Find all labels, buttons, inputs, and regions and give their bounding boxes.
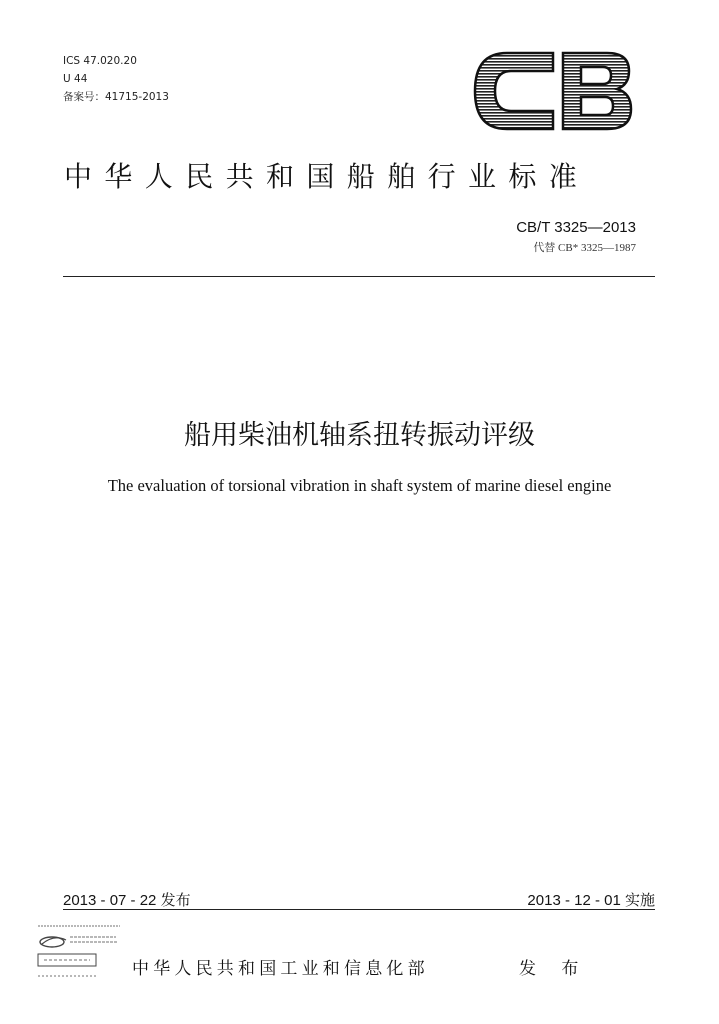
- publish-label: 发 布: [519, 959, 589, 979]
- logo-text: CB: [555, 98, 558, 100]
- issue-date: 2013 - 07 - 22 发布: [63, 892, 191, 909]
- publisher-stamp-icon: [36, 920, 126, 984]
- standard-number: CB/T 3325—2013: [516, 219, 636, 236]
- classification-code: U 44: [63, 73, 88, 85]
- industry-standard-title: 中华人民共和国船舶行业标准: [64, 160, 590, 193]
- ics-code: ICS 47.020.20: [63, 55, 137, 67]
- header-divider: [63, 276, 655, 277]
- english-title: The evaluation of torsional vibration in shaft system of marine diesel engine: [107, 476, 612, 495]
- replaces-standard: 代替 CB* 3325—1987: [533, 242, 636, 254]
- chinese-title: 船用柴油机轴系扭转振动评级: [184, 420, 535, 451]
- cb-logo: [469, 49, 635, 133]
- record-number: 备案号：41715-2013: [63, 91, 169, 103]
- implement-date: 2013 - 12 - 01 实施: [527, 892, 655, 909]
- issuing-authority: 中华人民共和国工业和信息化部: [132, 959, 429, 979]
- footer-divider: [63, 909, 655, 910]
